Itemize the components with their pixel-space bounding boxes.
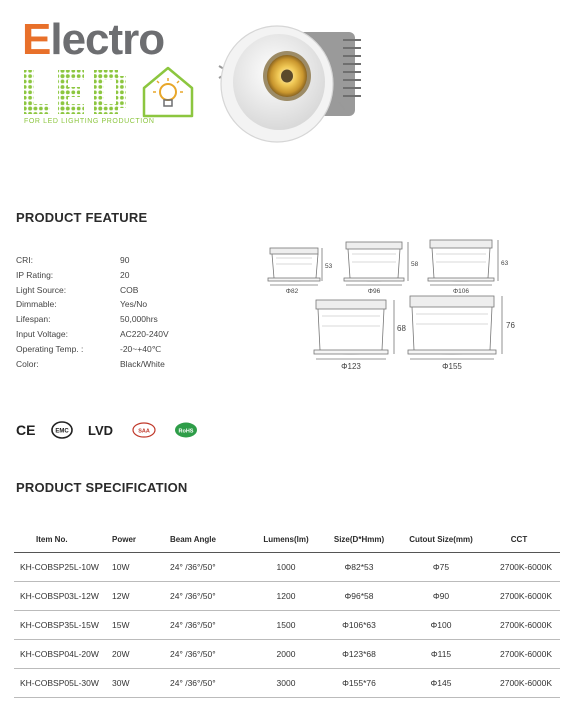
logo-tagline: FOR LED LIGHTING PRODUCTION — [24, 118, 155, 125]
feature-key: IP Rating: — [16, 269, 54, 280]
dimension-diameter-123: Φ123 — [341, 362, 361, 371]
feature-key: Dimmable: — [16, 299, 57, 310]
cell-power: 10W — [112, 552, 170, 581]
cell-item-no: KH-COBSP03L-12W — [14, 581, 112, 610]
feature-row-ip-rating — [16, 270, 256, 285]
header-size: Size(D*Hmm) — [322, 528, 396, 552]
cell-item-no: KH-COBSP35L-15W — [14, 610, 112, 639]
feature-value: 90 — [120, 255, 130, 265]
header-lumens: Lumens(lm) — [250, 528, 322, 552]
table-row — [14, 639, 560, 668]
dimension-drawing-106 — [428, 240, 498, 285]
cell-cct: 2700K-6000K — [486, 552, 560, 581]
dimension-drawing-155 — [408, 296, 502, 359]
svg-text:EMC: EMC — [55, 428, 69, 435]
cell-cutout-size: Φ100 — [396, 610, 486, 639]
feature-row-color — [16, 359, 256, 374]
ce-mark-icon: CE — [16, 422, 36, 438]
dimension-diameter-155: Φ155 — [442, 362, 462, 371]
specification-table — [14, 528, 560, 698]
svg-text:RoHS: RoHS — [178, 428, 194, 435]
feature-value: COB — [120, 284, 139, 295]
product-specification-title: PRODUCT SPECIFICATION — [16, 480, 188, 495]
cell-power: 12W — [112, 581, 170, 610]
cell-power: 15W — [112, 610, 170, 639]
cell-cct: 2700K-6000K — [486, 639, 560, 668]
feature-value: 20 — [120, 269, 130, 280]
cell-size: Φ106*63 — [322, 610, 396, 639]
header-beam-angle: Beam Angle — [170, 528, 250, 552]
cell-beam-angle: 24° /36°/50° — [170, 552, 250, 581]
saa-mark-icon — [133, 423, 155, 437]
dimension-height-68: 68 — [397, 324, 406, 333]
table-row — [14, 610, 560, 639]
cell-beam-angle: 24° /36°/50° — [170, 610, 250, 639]
cell-cutout-size: Φ90 — [396, 581, 486, 610]
cell-size: Φ155*76 — [322, 668, 396, 697]
feature-row-lifespan — [16, 314, 256, 329]
cell-beam-angle: 24° /36°/50° — [170, 639, 250, 668]
feature-row-cri — [16, 255, 256, 270]
feature-value: 50,000hrs — [120, 314, 158, 325]
house-bulb-icon — [140, 62, 196, 122]
cell-cct: 2700K-6000K — [486, 581, 560, 610]
emc-mark-icon — [52, 422, 72, 438]
cell-lumens: 1200 — [250, 581, 322, 610]
dimension-height-53: 53 — [325, 263, 333, 270]
cell-size: Φ96*58 — [322, 581, 396, 610]
dimension-drawing-123 — [314, 300, 394, 359]
cell-cutout-size: Φ145 — [396, 668, 486, 697]
lvd-mark-icon: LVD — [88, 423, 114, 438]
table-row — [14, 581, 560, 610]
logo-wordmark-first: E — [22, 15, 51, 64]
cell-beam-angle: 24° /36°/50° — [170, 581, 250, 610]
cell-lumens: 1000 — [250, 552, 322, 581]
brand-logo — [22, 15, 192, 128]
feature-key: Color: — [16, 358, 39, 369]
feature-row-dimmable — [16, 299, 256, 314]
cell-cct: 2700K-6000K — [486, 610, 560, 639]
cell-lumens: 1500 — [250, 610, 322, 639]
feature-key: Operating Temp. : — [16, 343, 84, 354]
table-row — [14, 668, 560, 697]
dimension-height-63: 63 — [501, 260, 509, 267]
cell-cutout-size: Φ115 — [396, 639, 486, 668]
cell-power: 20W — [112, 639, 170, 668]
logo-wordmark — [22, 15, 165, 64]
certification-logos — [16, 418, 216, 442]
feature-key: Input Voltage: — [16, 328, 68, 339]
feature-value: -20~+40℃ — [120, 343, 162, 354]
header-cutout-size: Cutout Size(mm) — [396, 528, 486, 552]
cell-lumens: 2000 — [250, 639, 322, 668]
feature-row-operating-temp — [16, 344, 256, 359]
table-row — [14, 552, 560, 581]
feature-key: Light Source: — [16, 284, 67, 295]
cell-item-no: KH-COBSP05L-30W — [14, 668, 112, 697]
dimension-diameter-106: Φ106 — [452, 288, 470, 295]
cell-lumens: 3000 — [250, 668, 322, 697]
dimension-drawing-96 — [344, 242, 408, 285]
feature-key: CRI: — [16, 255, 33, 265]
svg-text:SAA: SAA — [138, 428, 150, 435]
rohs-mark-icon — [175, 423, 197, 438]
cell-power: 30W — [112, 668, 170, 697]
dimension-drawings — [264, 236, 564, 386]
header-cct: CCT — [486, 528, 560, 552]
feature-row-light-source — [16, 285, 256, 300]
cell-size: Φ82*53 — [322, 552, 396, 581]
cell-cutout-size: Φ75 — [396, 552, 486, 581]
feature-value: Yes/No — [120, 299, 148, 310]
feature-value: AC220-240V — [120, 328, 169, 339]
product-feature-title: PRODUCT FEATURE — [16, 210, 148, 225]
cell-item-no: KH-COBSP04L-20W — [14, 639, 112, 668]
cell-size: Φ123*68 — [322, 639, 396, 668]
dimension-height-58: 58 — [411, 261, 419, 268]
dimension-diameter-96: Φ96 — [367, 288, 381, 295]
logo-wordmark-rest: lectro — [50, 15, 165, 64]
feature-row-input-voltage — [16, 329, 256, 344]
header-item-no: Item No. — [14, 528, 112, 552]
cell-cct: 2700K-6000K — [486, 668, 560, 697]
dimension-diameter-82: Φ82 — [285, 288, 299, 295]
cell-beam-angle: 24° /36°/50° — [170, 668, 250, 697]
dimension-height-76: 76 — [506, 321, 515, 330]
cell-item-no: KH-COBSP25L-10W — [14, 552, 112, 581]
dimension-drawing-82 — [268, 248, 322, 285]
feature-list — [16, 255, 256, 373]
feature-value: Black/White — [120, 358, 165, 369]
header-power: Power — [112, 528, 170, 552]
feature-key: Lifespan: — [16, 314, 51, 325]
table-header-row — [14, 528, 560, 552]
downlight-product-photo — [215, 12, 365, 147]
